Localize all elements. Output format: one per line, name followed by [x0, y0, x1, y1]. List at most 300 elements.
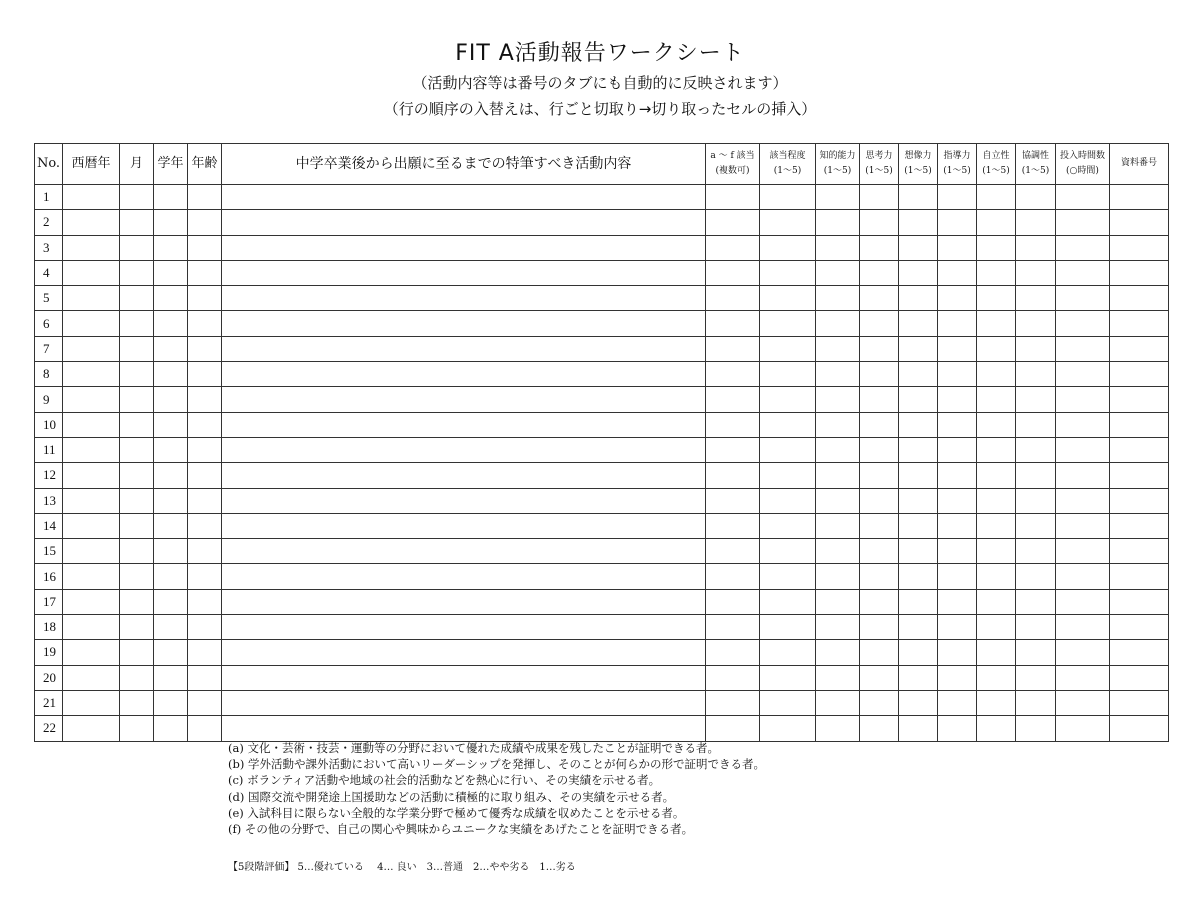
cell-imagination[interactable]	[899, 513, 938, 538]
cell-af[interactable]	[706, 690, 760, 715]
cell-cooperation[interactable]	[1016, 690, 1056, 715]
cell-hours[interactable]	[1056, 362, 1110, 387]
cell-doc[interactable]	[1110, 716, 1169, 741]
cell-month[interactable]	[120, 564, 154, 589]
cell-thinking[interactable]	[860, 513, 899, 538]
cell-cooperation[interactable]	[1016, 210, 1056, 235]
cell-age[interactable]	[188, 589, 222, 614]
cell-degree[interactable]	[760, 690, 816, 715]
cell-month[interactable]	[120, 716, 154, 741]
cell-content[interactable]	[222, 362, 706, 387]
cell-independence[interactable]	[977, 640, 1016, 665]
cell-af[interactable]	[706, 615, 760, 640]
cell-intellect[interactable]	[816, 412, 860, 437]
cell-hours[interactable]	[1056, 311, 1110, 336]
cell-month[interactable]	[120, 336, 154, 361]
cell-content[interactable]	[222, 387, 706, 412]
cell-year[interactable]	[63, 665, 120, 690]
cell-content[interactable]	[222, 539, 706, 564]
cell-year[interactable]	[63, 387, 120, 412]
cell-intellect[interactable]	[816, 362, 860, 387]
cell-degree[interactable]	[760, 564, 816, 589]
cell-imagination[interactable]	[899, 640, 938, 665]
cell-cooperation[interactable]	[1016, 589, 1056, 614]
cell-month[interactable]	[120, 311, 154, 336]
cell-hours[interactable]	[1056, 412, 1110, 437]
cell-leadership[interactable]	[938, 513, 977, 538]
cell-degree[interactable]	[760, 311, 816, 336]
cell-doc[interactable]	[1110, 463, 1169, 488]
cell-independence[interactable]	[977, 488, 1016, 513]
cell-thinking[interactable]	[860, 362, 899, 387]
cell-imagination[interactable]	[899, 311, 938, 336]
cell-imagination[interactable]	[899, 437, 938, 462]
cell-grade[interactable]	[154, 488, 188, 513]
cell-thinking[interactable]	[860, 463, 899, 488]
cell-year[interactable]	[63, 640, 120, 665]
cell-year[interactable]	[63, 437, 120, 462]
cell-age[interactable]	[188, 286, 222, 311]
cell-hours[interactable]	[1056, 488, 1110, 513]
cell-doc[interactable]	[1110, 311, 1169, 336]
cell-year[interactable]	[63, 412, 120, 437]
cell-degree[interactable]	[760, 260, 816, 285]
cell-grade[interactable]	[154, 362, 188, 387]
cell-age[interactable]	[188, 716, 222, 741]
cell-degree[interactable]	[760, 286, 816, 311]
cell-degree[interactable]	[760, 437, 816, 462]
cell-age[interactable]	[188, 539, 222, 564]
cell-independence[interactable]	[977, 210, 1016, 235]
cell-leadership[interactable]	[938, 615, 977, 640]
cell-independence[interactable]	[977, 185, 1016, 210]
cell-imagination[interactable]	[899, 665, 938, 690]
cell-thinking[interactable]	[860, 311, 899, 336]
cell-grade[interactable]	[154, 437, 188, 462]
cell-cooperation[interactable]	[1016, 362, 1056, 387]
cell-independence[interactable]	[977, 336, 1016, 361]
cell-month[interactable]	[120, 185, 154, 210]
cell-hours[interactable]	[1056, 539, 1110, 564]
cell-leadership[interactable]	[938, 690, 977, 715]
cell-year[interactable]	[63, 589, 120, 614]
cell-imagination[interactable]	[899, 690, 938, 715]
cell-month[interactable]	[120, 539, 154, 564]
cell-content[interactable]	[222, 311, 706, 336]
cell-cooperation[interactable]	[1016, 336, 1056, 361]
cell-doc[interactable]	[1110, 665, 1169, 690]
cell-imagination[interactable]	[899, 539, 938, 564]
cell-year[interactable]	[63, 716, 120, 741]
cell-hours[interactable]	[1056, 286, 1110, 311]
cell-cooperation[interactable]	[1016, 539, 1056, 564]
cell-cooperation[interactable]	[1016, 311, 1056, 336]
cell-intellect[interactable]	[816, 564, 860, 589]
cell-imagination[interactable]	[899, 589, 938, 614]
cell-independence[interactable]	[977, 235, 1016, 260]
cell-content[interactable]	[222, 185, 706, 210]
cell-leadership[interactable]	[938, 260, 977, 285]
cell-age[interactable]	[188, 615, 222, 640]
cell-age[interactable]	[188, 513, 222, 538]
cell-hours[interactable]	[1056, 665, 1110, 690]
cell-intellect[interactable]	[816, 488, 860, 513]
cell-age[interactable]	[188, 185, 222, 210]
cell-intellect[interactable]	[816, 539, 860, 564]
cell-independence[interactable]	[977, 412, 1016, 437]
cell-year[interactable]	[63, 564, 120, 589]
cell-imagination[interactable]	[899, 286, 938, 311]
cell-leadership[interactable]	[938, 488, 977, 513]
cell-content[interactable]	[222, 665, 706, 690]
cell-content[interactable]	[222, 336, 706, 361]
cell-imagination[interactable]	[899, 362, 938, 387]
cell-degree[interactable]	[760, 513, 816, 538]
cell-af[interactable]	[706, 716, 760, 741]
cell-af[interactable]	[706, 387, 760, 412]
cell-hours[interactable]	[1056, 210, 1110, 235]
cell-year[interactable]	[63, 463, 120, 488]
cell-cooperation[interactable]	[1016, 564, 1056, 589]
cell-intellect[interactable]	[816, 513, 860, 538]
cell-cooperation[interactable]	[1016, 615, 1056, 640]
cell-intellect[interactable]	[816, 589, 860, 614]
cell-thinking[interactable]	[860, 690, 899, 715]
cell-imagination[interactable]	[899, 488, 938, 513]
cell-independence[interactable]	[977, 513, 1016, 538]
cell-thinking[interactable]	[860, 564, 899, 589]
cell-intellect[interactable]	[816, 185, 860, 210]
cell-af[interactable]	[706, 640, 760, 665]
cell-doc[interactable]	[1110, 235, 1169, 260]
cell-age[interactable]	[188, 488, 222, 513]
cell-grade[interactable]	[154, 665, 188, 690]
cell-imagination[interactable]	[899, 564, 938, 589]
cell-age[interactable]	[188, 336, 222, 361]
cell-thinking[interactable]	[860, 185, 899, 210]
cell-imagination[interactable]	[899, 260, 938, 285]
cell-grade[interactable]	[154, 513, 188, 538]
cell-thinking[interactable]	[860, 589, 899, 614]
cell-grade[interactable]	[154, 210, 188, 235]
cell-month[interactable]	[120, 513, 154, 538]
cell-doc[interactable]	[1110, 185, 1169, 210]
cell-hours[interactable]	[1056, 437, 1110, 462]
cell-independence[interactable]	[977, 589, 1016, 614]
cell-intellect[interactable]	[816, 260, 860, 285]
cell-thinking[interactable]	[860, 260, 899, 285]
cell-leadership[interactable]	[938, 210, 977, 235]
cell-doc[interactable]	[1110, 564, 1169, 589]
cell-imagination[interactable]	[899, 185, 938, 210]
cell-hours[interactable]	[1056, 463, 1110, 488]
cell-thinking[interactable]	[860, 235, 899, 260]
cell-grade[interactable]	[154, 185, 188, 210]
cell-grade[interactable]	[154, 690, 188, 715]
cell-doc[interactable]	[1110, 336, 1169, 361]
cell-intellect[interactable]	[816, 716, 860, 741]
cell-af[interactable]	[706, 463, 760, 488]
cell-hours[interactable]	[1056, 185, 1110, 210]
cell-imagination[interactable]	[899, 412, 938, 437]
cell-cooperation[interactable]	[1016, 286, 1056, 311]
cell-month[interactable]	[120, 286, 154, 311]
cell-content[interactable]	[222, 235, 706, 260]
cell-month[interactable]	[120, 412, 154, 437]
cell-month[interactable]	[120, 488, 154, 513]
cell-degree[interactable]	[760, 235, 816, 260]
cell-doc[interactable]	[1110, 539, 1169, 564]
cell-leadership[interactable]	[938, 640, 977, 665]
cell-leadership[interactable]	[938, 539, 977, 564]
cell-independence[interactable]	[977, 564, 1016, 589]
cell-intellect[interactable]	[816, 387, 860, 412]
cell-imagination[interactable]	[899, 615, 938, 640]
cell-degree[interactable]	[760, 665, 816, 690]
cell-month[interactable]	[120, 665, 154, 690]
cell-intellect[interactable]	[816, 690, 860, 715]
cell-hours[interactable]	[1056, 513, 1110, 538]
cell-cooperation[interactable]	[1016, 437, 1056, 462]
cell-content[interactable]	[222, 513, 706, 538]
cell-month[interactable]	[120, 235, 154, 260]
cell-grade[interactable]	[154, 235, 188, 260]
cell-af[interactable]	[706, 210, 760, 235]
cell-degree[interactable]	[760, 463, 816, 488]
cell-doc[interactable]	[1110, 589, 1169, 614]
cell-thinking[interactable]	[860, 437, 899, 462]
cell-month[interactable]	[120, 210, 154, 235]
cell-degree[interactable]	[760, 210, 816, 235]
cell-doc[interactable]	[1110, 513, 1169, 538]
cell-imagination[interactable]	[899, 387, 938, 412]
cell-independence[interactable]	[977, 362, 1016, 387]
cell-independence[interactable]	[977, 286, 1016, 311]
cell-year[interactable]	[63, 260, 120, 285]
cell-doc[interactable]	[1110, 260, 1169, 285]
cell-doc[interactable]	[1110, 437, 1169, 462]
cell-age[interactable]	[188, 387, 222, 412]
cell-independence[interactable]	[977, 539, 1016, 564]
cell-month[interactable]	[120, 690, 154, 715]
cell-content[interactable]	[222, 463, 706, 488]
cell-thinking[interactable]	[860, 665, 899, 690]
cell-age[interactable]	[188, 235, 222, 260]
cell-imagination[interactable]	[899, 235, 938, 260]
cell-leadership[interactable]	[938, 716, 977, 741]
cell-hours[interactable]	[1056, 615, 1110, 640]
cell-af[interactable]	[706, 564, 760, 589]
cell-leadership[interactable]	[938, 185, 977, 210]
cell-cooperation[interactable]	[1016, 463, 1056, 488]
cell-degree[interactable]	[760, 362, 816, 387]
cell-month[interactable]	[120, 362, 154, 387]
cell-month[interactable]	[120, 640, 154, 665]
cell-content[interactable]	[222, 488, 706, 513]
cell-content[interactable]	[222, 437, 706, 462]
cell-leadership[interactable]	[938, 387, 977, 412]
cell-cooperation[interactable]	[1016, 412, 1056, 437]
cell-imagination[interactable]	[899, 463, 938, 488]
cell-leadership[interactable]	[938, 286, 977, 311]
cell-content[interactable]	[222, 589, 706, 614]
cell-intellect[interactable]	[816, 235, 860, 260]
cell-hours[interactable]	[1056, 336, 1110, 361]
cell-content[interactable]	[222, 210, 706, 235]
cell-intellect[interactable]	[816, 463, 860, 488]
cell-doc[interactable]	[1110, 210, 1169, 235]
cell-age[interactable]	[188, 665, 222, 690]
cell-cooperation[interactable]	[1016, 185, 1056, 210]
cell-thinking[interactable]	[860, 539, 899, 564]
cell-hours[interactable]	[1056, 690, 1110, 715]
cell-leadership[interactable]	[938, 362, 977, 387]
cell-content[interactable]	[222, 286, 706, 311]
cell-year[interactable]	[63, 362, 120, 387]
cell-hours[interactable]	[1056, 387, 1110, 412]
cell-intellect[interactable]	[816, 665, 860, 690]
cell-independence[interactable]	[977, 387, 1016, 412]
cell-imagination[interactable]	[899, 210, 938, 235]
cell-grade[interactable]	[154, 260, 188, 285]
cell-content[interactable]	[222, 615, 706, 640]
cell-cooperation[interactable]	[1016, 640, 1056, 665]
cell-hours[interactable]	[1056, 260, 1110, 285]
cell-imagination[interactable]	[899, 716, 938, 741]
cell-grade[interactable]	[154, 463, 188, 488]
cell-degree[interactable]	[760, 336, 816, 361]
cell-imagination[interactable]	[899, 336, 938, 361]
cell-independence[interactable]	[977, 260, 1016, 285]
cell-age[interactable]	[188, 412, 222, 437]
cell-year[interactable]	[63, 513, 120, 538]
cell-cooperation[interactable]	[1016, 716, 1056, 741]
cell-content[interactable]	[222, 564, 706, 589]
cell-grade[interactable]	[154, 412, 188, 437]
cell-age[interactable]	[188, 640, 222, 665]
cell-year[interactable]	[63, 286, 120, 311]
cell-year[interactable]	[63, 615, 120, 640]
cell-thinking[interactable]	[860, 716, 899, 741]
cell-af[interactable]	[706, 488, 760, 513]
cell-month[interactable]	[120, 615, 154, 640]
cell-af[interactable]	[706, 336, 760, 361]
cell-independence[interactable]	[977, 463, 1016, 488]
cell-af[interactable]	[706, 513, 760, 538]
cell-independence[interactable]	[977, 437, 1016, 462]
cell-intellect[interactable]	[816, 615, 860, 640]
cell-doc[interactable]	[1110, 286, 1169, 311]
cell-af[interactable]	[706, 362, 760, 387]
cell-year[interactable]	[63, 235, 120, 260]
cell-hours[interactable]	[1056, 716, 1110, 741]
cell-cooperation[interactable]	[1016, 260, 1056, 285]
cell-intellect[interactable]	[816, 286, 860, 311]
cell-age[interactable]	[188, 690, 222, 715]
cell-leadership[interactable]	[938, 564, 977, 589]
cell-degree[interactable]	[760, 716, 816, 741]
cell-grade[interactable]	[154, 640, 188, 665]
cell-independence[interactable]	[977, 690, 1016, 715]
cell-grade[interactable]	[154, 716, 188, 741]
cell-grade[interactable]	[154, 539, 188, 564]
cell-thinking[interactable]	[860, 336, 899, 361]
cell-leadership[interactable]	[938, 463, 977, 488]
cell-leadership[interactable]	[938, 412, 977, 437]
cell-age[interactable]	[188, 437, 222, 462]
cell-doc[interactable]	[1110, 362, 1169, 387]
cell-hours[interactable]	[1056, 589, 1110, 614]
cell-doc[interactable]	[1110, 640, 1169, 665]
cell-hours[interactable]	[1056, 640, 1110, 665]
cell-doc[interactable]	[1110, 615, 1169, 640]
cell-year[interactable]	[63, 210, 120, 235]
cell-content[interactable]	[222, 412, 706, 437]
cell-independence[interactable]	[977, 716, 1016, 741]
cell-thinking[interactable]	[860, 640, 899, 665]
cell-intellect[interactable]	[816, 311, 860, 336]
cell-degree[interactable]	[760, 387, 816, 412]
cell-degree[interactable]	[760, 488, 816, 513]
cell-doc[interactable]	[1110, 387, 1169, 412]
cell-age[interactable]	[188, 564, 222, 589]
cell-grade[interactable]	[154, 286, 188, 311]
cell-thinking[interactable]	[860, 210, 899, 235]
cell-af[interactable]	[706, 412, 760, 437]
cell-thinking[interactable]	[860, 488, 899, 513]
cell-leadership[interactable]	[938, 336, 977, 361]
cell-year[interactable]	[63, 488, 120, 513]
cell-af[interactable]	[706, 286, 760, 311]
cell-leadership[interactable]	[938, 235, 977, 260]
cell-age[interactable]	[188, 311, 222, 336]
cell-grade[interactable]	[154, 336, 188, 361]
cell-content[interactable]	[222, 260, 706, 285]
cell-leadership[interactable]	[938, 665, 977, 690]
cell-cooperation[interactable]	[1016, 665, 1056, 690]
cell-af[interactable]	[706, 539, 760, 564]
cell-month[interactable]	[120, 387, 154, 412]
cell-af[interactable]	[706, 260, 760, 285]
cell-grade[interactable]	[154, 311, 188, 336]
cell-degree[interactable]	[760, 589, 816, 614]
cell-cooperation[interactable]	[1016, 235, 1056, 260]
cell-af[interactable]	[706, 665, 760, 690]
cell-doc[interactable]	[1110, 412, 1169, 437]
cell-age[interactable]	[188, 362, 222, 387]
cell-cooperation[interactable]	[1016, 513, 1056, 538]
cell-thinking[interactable]	[860, 615, 899, 640]
cell-intellect[interactable]	[816, 336, 860, 361]
cell-af[interactable]	[706, 589, 760, 614]
cell-doc[interactable]	[1110, 488, 1169, 513]
cell-thinking[interactable]	[860, 412, 899, 437]
cell-month[interactable]	[120, 589, 154, 614]
cell-leadership[interactable]	[938, 589, 977, 614]
cell-year[interactable]	[63, 539, 120, 564]
cell-thinking[interactable]	[860, 286, 899, 311]
cell-year[interactable]	[63, 690, 120, 715]
cell-cooperation[interactable]	[1016, 387, 1056, 412]
cell-intellect[interactable]	[816, 437, 860, 462]
cell-hours[interactable]	[1056, 564, 1110, 589]
cell-thinking[interactable]	[860, 387, 899, 412]
cell-degree[interactable]	[760, 539, 816, 564]
cell-content[interactable]	[222, 640, 706, 665]
cell-af[interactable]	[706, 437, 760, 462]
cell-hours[interactable]	[1056, 235, 1110, 260]
cell-content[interactable]	[222, 716, 706, 741]
